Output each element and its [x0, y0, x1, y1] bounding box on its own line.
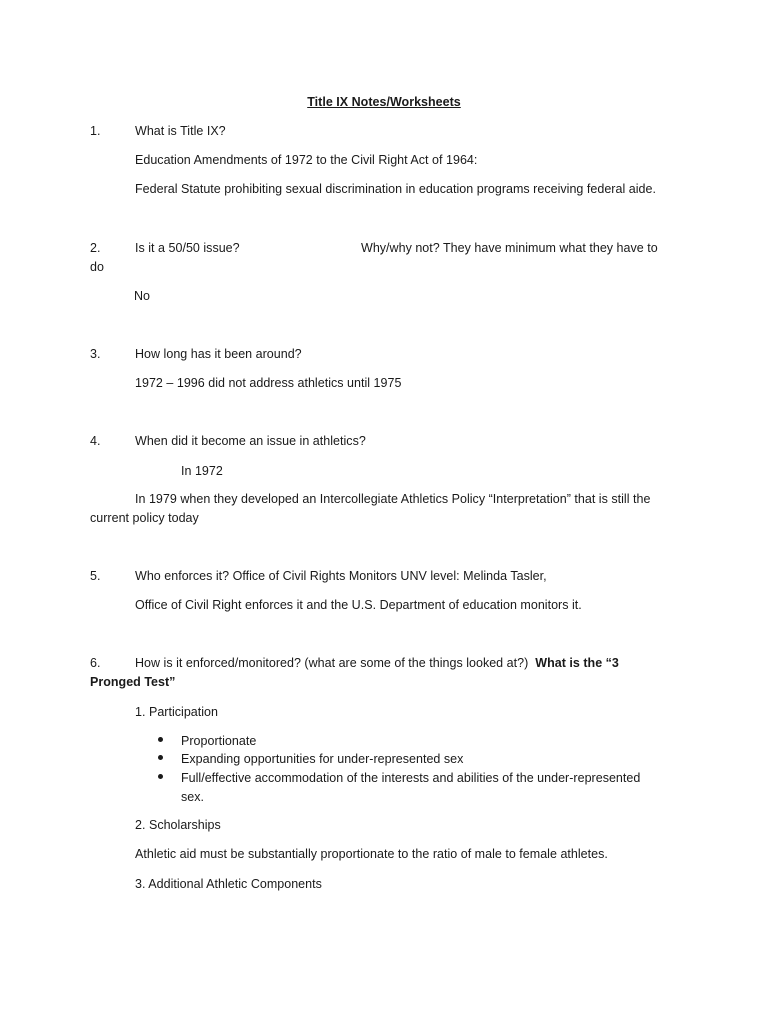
- q4-number: 4.: [90, 434, 101, 448]
- q5-number: 5.: [90, 569, 101, 583]
- q6-bold-part: What is the “3: [535, 656, 619, 670]
- document-title: Title IX Notes/Worksheets: [307, 95, 461, 109]
- q5-question: Who enforces it? Office of Civil Rights Monitors UNV level: Melinda Tasler,: [135, 569, 547, 583]
- q6-section-2: 2. Scholarships: [135, 818, 221, 832]
- q4-answer-1: In 1972: [181, 464, 223, 478]
- q6-question-text: How is it enforced/monitored? (what are some of the things looked at?): [135, 656, 529, 670]
- q6-question: [135, 655, 619, 671]
- q1-answer-1: Education Amendments of 1972 to the Civil Right Act of 1964:: [135, 153, 478, 167]
- q2-question: Is it a 50/50 issue?: [135, 241, 240, 255]
- bullet-icon: [158, 774, 163, 779]
- q3-answer: 1972 – 1996 did not address athletics until 1975: [135, 376, 402, 390]
- q6-bullet-1: Proportionate: [181, 734, 257, 748]
- q6-section-1: 1. Participation: [135, 705, 219, 719]
- q4-answer-2: In 1979 when they developed an Intercollegiate Athletics Policy “Interpretation” that is still the: [135, 492, 651, 506]
- q2-side-note-wrap: do: [90, 260, 104, 274]
- q4-question: When did it become an issue in athletics?: [135, 434, 366, 448]
- q6-bold-wrap: Pronged Test”: [90, 675, 176, 689]
- q2-side-note: Why/why not? They have minimum what they have to: [361, 241, 658, 255]
- q3-number: 3.: [90, 347, 101, 361]
- q6-bullet-2: Expanding opportunities for under-represented sex: [181, 752, 464, 766]
- bullet-icon: [158, 737, 163, 742]
- q6-section-2-text: Athletic aid must be substantially proportionate to the ratio of male to female athletes.: [135, 847, 608, 861]
- q6-bullet-3: Full/effective accommodation of the interests and abilities of the under-represented: [181, 771, 641, 785]
- q2-answer: No: [134, 289, 151, 303]
- q5-answer: Office of Civil Right enforces it and the U.S. Department of education monitors it.: [135, 598, 582, 612]
- q1-answer-2: Federal Statute prohibiting sexual discrimination in education programs receiving federal aide.: [135, 182, 656, 196]
- q6-number: 6.: [90, 656, 101, 670]
- q1-question: What is Title IX?: [135, 124, 226, 138]
- q2-number: 2.: [90, 241, 101, 255]
- q1-number: 1.: [90, 124, 101, 138]
- q6-section-3: 3. Additional Athletic Components: [135, 877, 322, 891]
- q3-question: How long has it been around?: [135, 347, 302, 361]
- q4-answer-2-wrap: current policy today: [90, 511, 199, 525]
- q6-bullet-3-wrap: sex.: [181, 790, 205, 804]
- bullet-icon: [158, 755, 163, 760]
